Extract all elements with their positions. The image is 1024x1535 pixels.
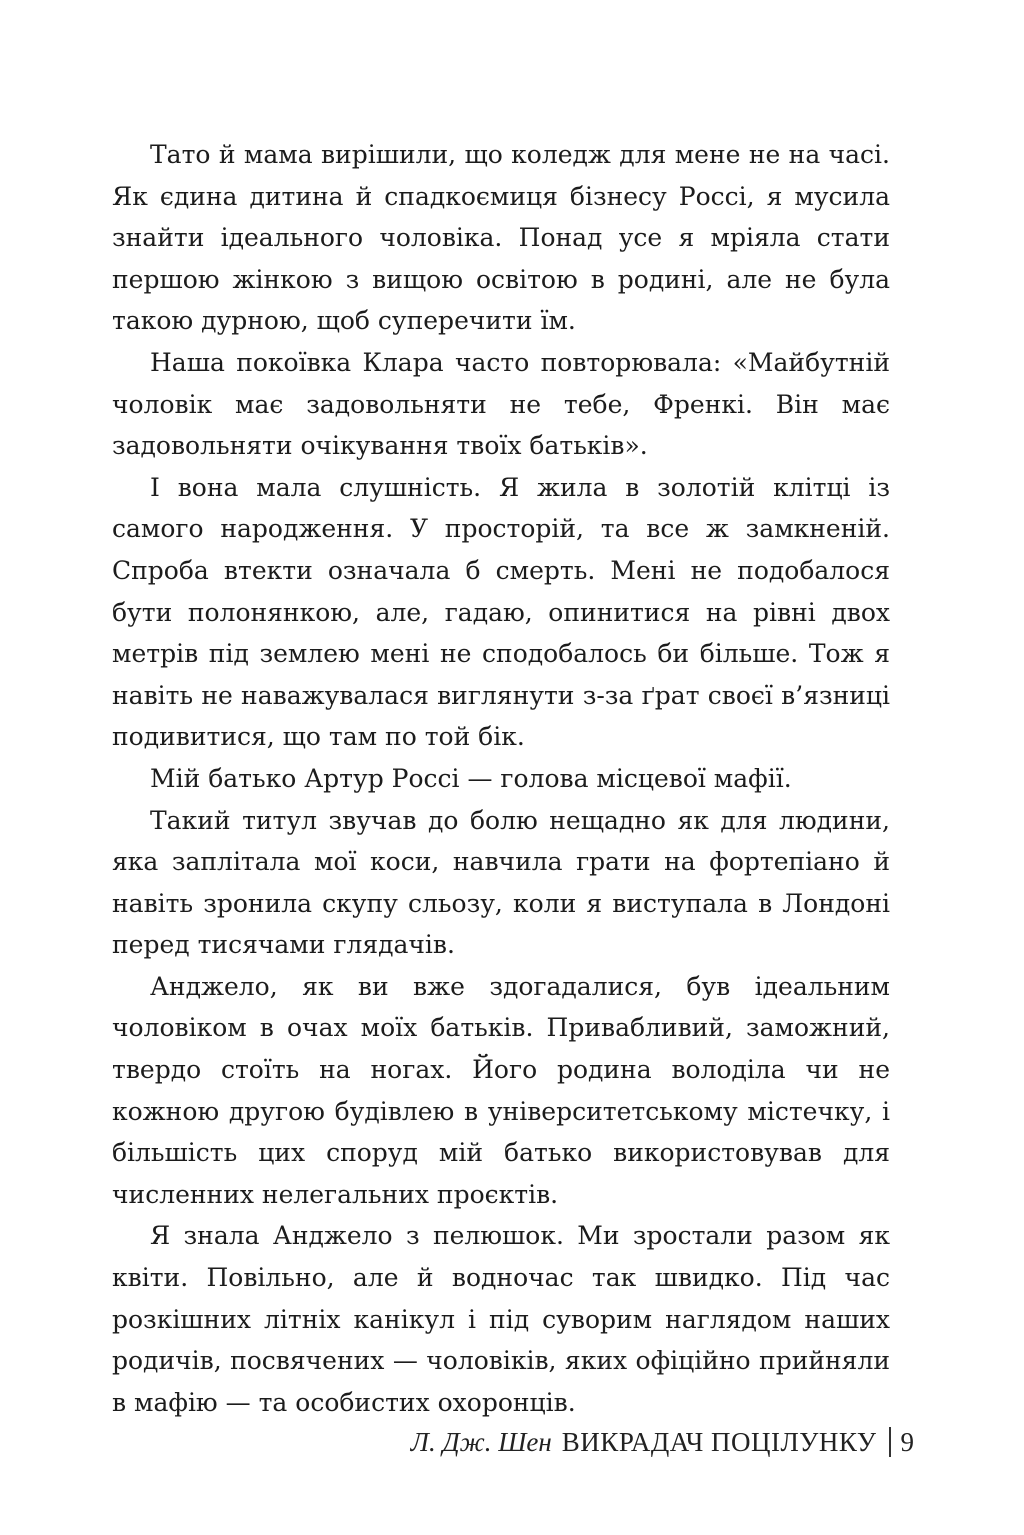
running-footer [411, 1422, 914, 1462]
paragraph: Наша покоївка Клара часто повторювала: «Майбутній чоловік має задовольняти не тебе, Френкі. Він має задовольняти очікування твоїх батьків». [112, 347, 890, 461]
paragraph: Такий титул звучав до болю нещадно як для людини, яка заплітала мої коси, навчила грати на фортепіано й навіть зронила скупу сльозу, коли я виступала в Лондоні перед тисячами глядачів. [112, 805, 890, 960]
footer-divider [889, 1427, 891, 1457]
paragraph: Анджело, як ви вже здогадалися, був ідеальним чоловіком в очах моїх батьків. Привабливий, заможний, твердо стоїть на ногах. Його родина володіла чи не кожною другою будівлею в університетському містечку, і більшість цих споруд мій батько використовував для численних нелегальних проєктів. [112, 971, 890, 1209]
footer-book-title: ВИКРАДАЧ ПОЦІЛУНКУ [561, 1426, 877, 1457]
footer-author: Л. Дж. Шен [410, 1426, 552, 1457]
body-text [112, 134, 890, 1423]
paragraph: І вона мала слушність. Я жила в золотій клітці із самого народження. У просторій, та все ж замкненій. Спроба втекти означала б смерть. Мені не подобалося бути полонянкою, але, гадаю, опинитися на рівні двох метрів під землею мені не сподобалось би більше. Тож я навіть не наважувалася виглянути з-за ґрат своєї в’язниці подивитися, що там по той бік. [112, 472, 890, 752]
paragraph: Мій батько Артур Россі — голова місцевої мафії. [150, 763, 792, 793]
page-number: 9 [900, 1426, 914, 1457]
paragraph: Я знала Анджело з пелюшок. Ми зростали разом як квіти. Повільно, але й водночас так швидко. Під час розкішних літніх канікул і під суворим наглядом наших родичів, посвячених — чоловіків, яких офіційно прийняли в мафію — та особистих охоронців. [112, 1221, 890, 1417]
paragraph: Тато й мама вирішили, що коледж для мене не на часі. Як єдина дитина й спадкоємиця бізнесу Россі, я мусила знайти ідеального чоловіка. Понад усе я мріяла стати першою жінкою з вищою освітою в родині, але не була такою дурною, щоб суперечити їм. [112, 140, 890, 336]
